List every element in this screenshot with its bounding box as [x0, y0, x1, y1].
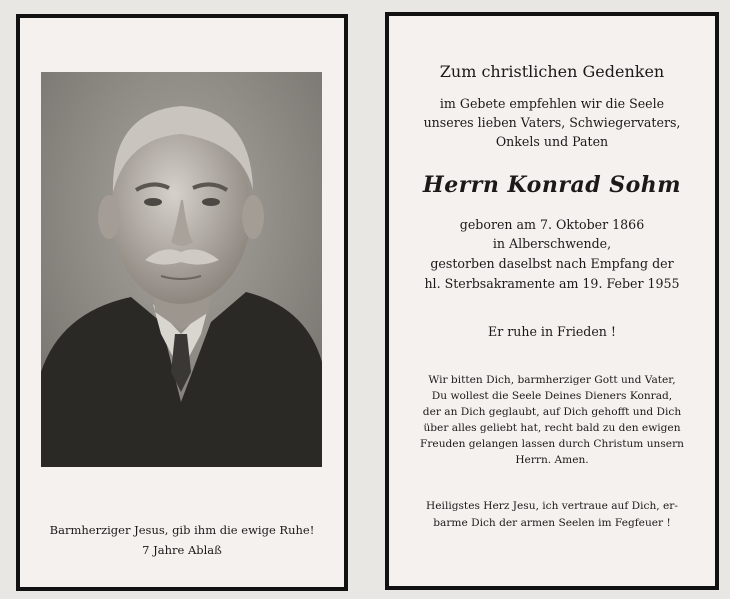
- dates-line-4: hl. Sterbsakramente am 19. Feber 1955: [424, 276, 680, 291]
- memorial-photo-card: [16, 14, 348, 591]
- card-title: Zum christlichen Gedenken: [439, 62, 665, 81]
- rest-in-peace: Er ruhe in Frieden !: [488, 324, 616, 339]
- closing-line-2: barme Dich der armen Seelen im Fegfeuer !: [433, 517, 671, 529]
- prayer-line-5: Freuden gelangen lassen durch Christum unsern: [420, 438, 684, 450]
- closing-line-1: Heiligstes Herz Jesu, ich vertraue auf Dich, er-: [426, 500, 678, 512]
- portrait-image: [41, 72, 322, 467]
- dates-line-2: in Alberschwende,: [492, 236, 612, 251]
- deceased-name: Herrn Konrad Sohm: [422, 172, 682, 198]
- portrait-photo: [41, 72, 322, 467]
- prayer-line-1: Wir bitten Dich, barmherziger Gott und Vater,: [428, 374, 676, 386]
- caption-indulgence: 7 Jahre Ablaß: [142, 543, 222, 557]
- dates-line-3: gestorben daselbst nach Empfang der: [430, 256, 674, 271]
- dates-line-1: geboren am 7. Oktober 1866: [459, 217, 645, 232]
- intro-line-3: Onkels und Paten: [495, 134, 609, 149]
- memorial-text-card: [385, 12, 719, 590]
- prayer-line-4: über alles geliebt hat, recht bald zu den ewigen: [423, 422, 681, 434]
- caption-prayer: Barmherziger Jesus, gib ihm die ewige Ruhe!: [49, 523, 315, 537]
- prayer-line-6: Herrn. Amen.: [515, 454, 589, 466]
- prayer-line-2: Du wollest die Seele Deines Dieners Konrad,: [431, 390, 673, 402]
- intro-line-2: unseres lieben Vaters, Schwiegervaters,: [423, 115, 681, 130]
- intro-line-1: im Gebete empfehlen wir die Seele: [439, 96, 665, 111]
- prayer-line-3: der an Dich geglaubt, auf Dich gehofft und Dich: [422, 406, 682, 418]
